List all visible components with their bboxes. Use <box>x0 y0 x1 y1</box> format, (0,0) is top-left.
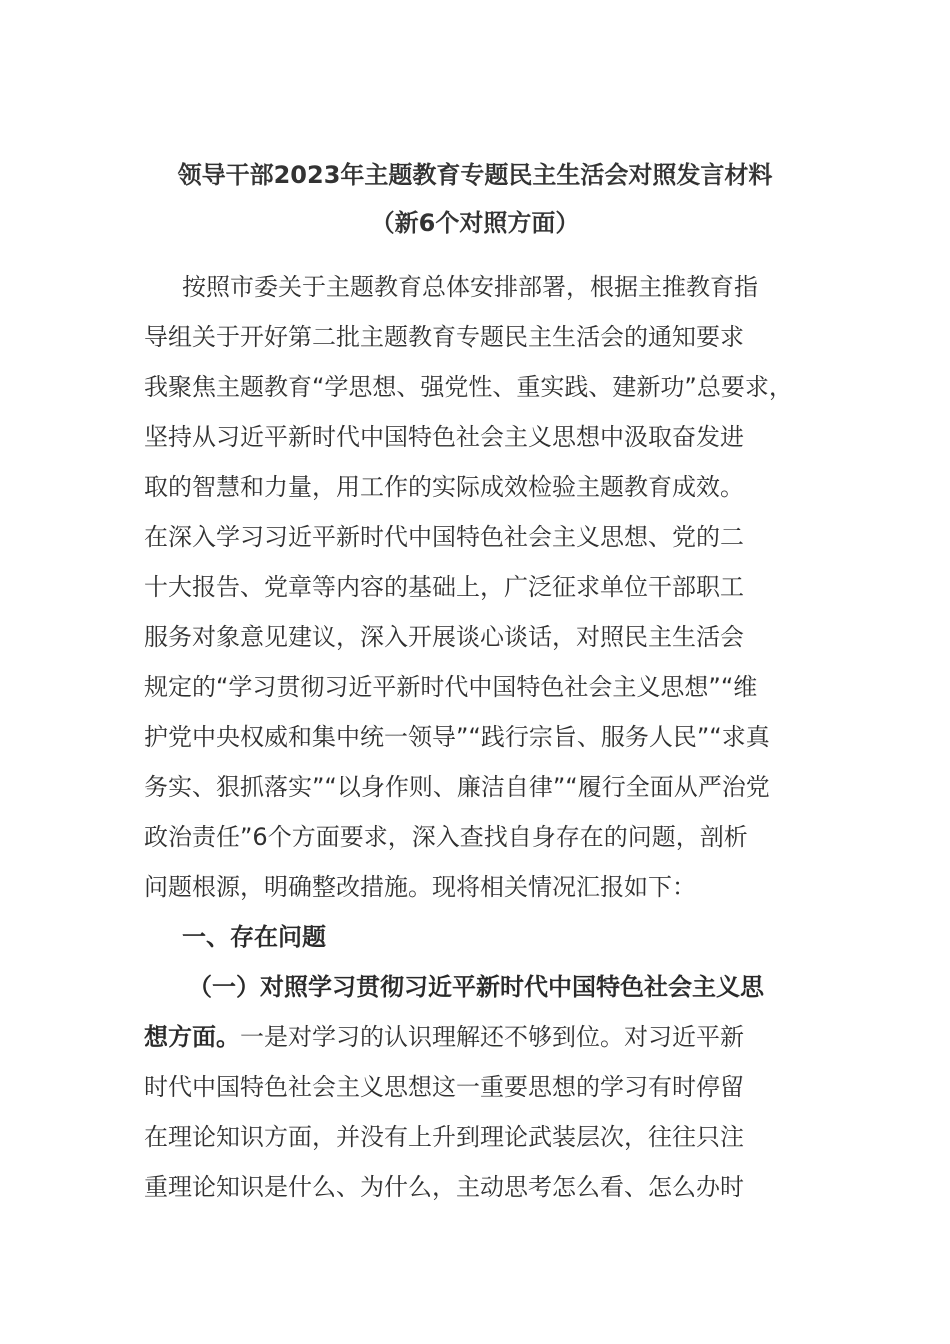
subsection-heading: （一）对照学习贯彻习近平新时代中国特色社会主义思 <box>188 973 764 1001</box>
document-subtitle: （新6个对照方面） <box>370 209 580 237</box>
paragraph-line: 问题根源，明确整改措施。现将相关情况汇报如下： <box>144 873 696 901</box>
paragraph-line: 规定的“学习贯彻习近平新时代中国特色社会主义思想”“维 <box>144 673 758 701</box>
paragraph-line: 取的智慧和力量，用工作的实际成效检验主题教育成效。 <box>144 473 744 501</box>
paragraph-line: 坚持从习近平新时代中国特色社会主义思想中汲取奋发进 <box>144 423 744 451</box>
paragraph-text: 一是对学习的认识理解还不够到位。对习近平新 <box>240 1023 744 1051</box>
paragraph-line: 服务对象意见建议，深入开展谈心谈话，对照民主生活会 <box>144 623 744 651</box>
paragraph-line: 重理论知识是什么、为什么，主动思考怎么看、怎么办时 <box>144 1173 744 1201</box>
paragraph-line: 在深入学习习近平新时代中国特色社会主义思想、党的二 <box>144 523 744 551</box>
subsection-heading-end: 想方面。 <box>144 1023 240 1051</box>
paragraph-line: 我聚焦主题教育“学思想、强党性、重实践、建新功”总要求， <box>144 373 793 401</box>
paragraph-line: 按照市委关于主题教育总体安排部署，根据主推教育指 <box>182 273 758 301</box>
paragraph-line: 导组关于开好第二批主题教育专题民主生活会的通知要求 <box>144 323 744 351</box>
paragraph-line: 政治责任”6个方面要求，深入查找自身存在的问题，剖析 <box>144 823 748 851</box>
paragraph-line: 务实、狠抓落实”“以身作则、廉洁自律”“履行全面从严治党 <box>144 773 770 801</box>
paragraph-line: 十大报告、党章等内容的基础上，广泛征求单位干部职工 <box>144 573 744 601</box>
paragraph-line <box>144 1012 844 1062</box>
paragraph-line: 在理论知识方面，并没有上升到理论武装层次，往往只注 <box>144 1123 744 1151</box>
section-heading: 一、存在问题 <box>182 923 326 951</box>
intro-paragraph <box>144 262 844 1212</box>
paragraph-line: 护党中央权威和集中统一领导”“践行宗旨、服务人民”“求真 <box>144 723 770 751</box>
document-title: 领导干部2023年主题教育专题民主生活会对照发言材料 <box>177 161 773 189</box>
paragraph-line: 时代中国特色社会主义思想这一重要思想的学习有时停留 <box>144 1073 744 1101</box>
